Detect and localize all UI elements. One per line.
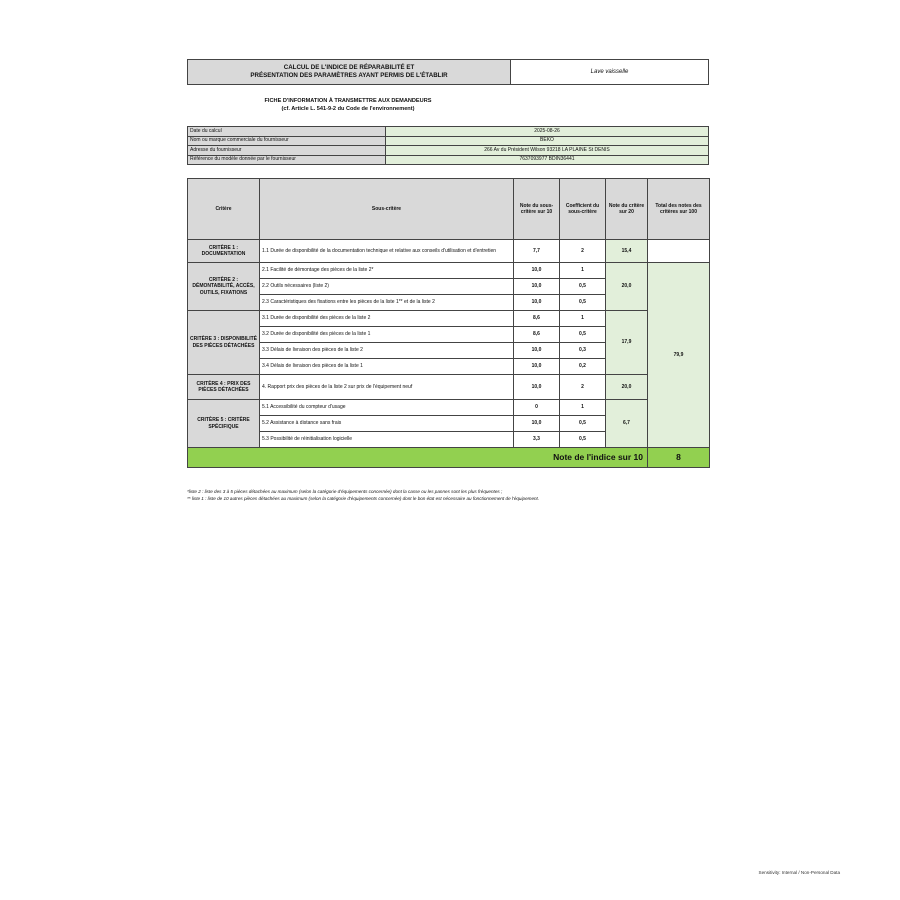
sub-criterion: 5.3 Possibilité de réinitialisation logicielle — [260, 432, 514, 448]
info-value: 7637093977 BDIN36441 — [386, 155, 709, 165]
sub-coef: 0,5 — [560, 327, 606, 343]
final-score-label: Note de l'indice sur 10 — [188, 448, 648, 468]
sub-criterion: 5.2 Assistance à distance sans frais — [260, 416, 514, 432]
sub-coef: 1 — [560, 263, 606, 279]
criterion-3-note20: 17,9 — [606, 311, 648, 375]
sub-criterion: 2.3 Caractéristiques des fixations entre les pièces de la liste 1** et de la liste 2 — [260, 295, 514, 311]
table-row — [188, 375, 710, 400]
criterion-4-name: CRITÈRE 4 : PRIX DES PIÈCES DÉTACHÉES — [188, 375, 260, 400]
info-row — [188, 146, 709, 156]
footnote-2: ** liste 1 : liste de 10 autres pièces détachées au maximum (selon la catégorie d'équipements concernée) dont le bon état est nécessaire au fonctionnement de l'équipement. — [187, 496, 540, 501]
sub-coef: 0,5 — [560, 279, 606, 295]
header-sous-critere: Sous-critère — [260, 179, 514, 240]
sub-criterion: 3.1 Durée de disponibilité des pièces de la liste 2 — [260, 311, 514, 327]
repairability-table — [187, 178, 710, 468]
sub-coef: 0,5 — [560, 432, 606, 448]
sub-criterion: 5.1 Accessibilité du compteur d'usage — [260, 400, 514, 416]
sub-coef: 2 — [560, 375, 606, 400]
criterion-3-name: CRITÈRE 3 : DISPONIBILITÉ DES PIÈCES DÉTACHÉES — [188, 311, 260, 375]
info-row — [188, 155, 709, 165]
table-row — [188, 400, 710, 416]
product-type: Lave vaisselle — [511, 59, 709, 85]
sub-note: 10,0 — [514, 295, 560, 311]
sub-coef: 0,3 — [560, 343, 606, 359]
header-critere: Critère — [188, 179, 260, 240]
total-spacer — [648, 240, 710, 263]
final-score-value: 8 — [648, 448, 710, 468]
sub-note: 10,0 — [514, 343, 560, 359]
sub-criterion: 2.1 Facilité de démontage des pièces de la liste 2* — [260, 263, 514, 279]
header-coef: Coefficient du sous-critère — [560, 179, 606, 240]
header-total: Total des notes des critères sur 100 — [648, 179, 710, 240]
sub-coef: 0,5 — [560, 295, 606, 311]
sub-note: 10,0 — [514, 263, 560, 279]
sub-coef: 0,5 — [560, 416, 606, 432]
sub-criterion: 3.2 Durée de disponibilité des pièces de la liste 1 — [260, 327, 514, 343]
footnote-1: *liste 2 : liste des 3 à 5 pièces détachées au maximum (selon la catégorie d'équipements concernée) dont la casse ou les pannes sont les plus fréquentes ; — [187, 489, 503, 494]
sub-coef: 1 — [560, 311, 606, 327]
criterion-5-note20: 6,7 — [606, 400, 648, 448]
fiche-line2: (cf. Article L. 541-9-2 du Code de l'environnement) — [281, 106, 415, 112]
header-note20: Note du critère sur 20 — [606, 179, 648, 240]
sensitivity-label: Sensitivity: Internal / Non-Personal Data — [758, 870, 840, 875]
sub-note: 3,3 — [514, 432, 560, 448]
info-label: Référence du modèle donnée par le fournisseur — [188, 155, 386, 165]
sub-criterion: 1.1 Durée de disponibilité de la documentation technique et relative aux conseils d'utilisation et d'entretien — [260, 240, 514, 263]
info-label: Adresse du fournisseur — [188, 146, 386, 156]
criterion-4-note20: 20,0 — [606, 375, 648, 400]
info-value: BEKO — [386, 136, 709, 146]
info-label: Date du calcul — [188, 127, 386, 137]
table-row — [188, 240, 710, 263]
info-row — [188, 136, 709, 146]
criterion-1-note20: 15,4 — [606, 240, 648, 263]
sub-coef: 2 — [560, 240, 606, 263]
criterion-2-note20: 20,0 — [606, 263, 648, 311]
sub-note: 7,7 — [514, 240, 560, 263]
fiche-line1: FICHE D'INFORMATION À TRANSMETTRE AUX DEMANDEURS — [264, 98, 432, 104]
report-title-line2: PRÉSENTATION DES PARAMÈTRES AYANT PERMIS DE L'ÉTABLIR — [250, 72, 448, 79]
report-title — [187, 59, 511, 85]
sub-coef: 1 — [560, 400, 606, 416]
sub-note: 10,0 — [514, 279, 560, 295]
info-value: 2025-08-26 — [386, 127, 709, 137]
info-row — [188, 127, 709, 137]
footnotes — [187, 488, 709, 502]
sub-note: 8,6 — [514, 311, 560, 327]
fiche-heading — [187, 97, 509, 113]
header-note10: Note du sous-critère sur 10 — [514, 179, 560, 240]
info-value: 266 Av du Président Wilson 93218 LA PLAINE St DENIS — [386, 146, 709, 156]
sub-coef: 0,2 — [560, 359, 606, 375]
criterion-5-name: CRITÈRE 5 : CRITÈRE SPÉCIFIQUE — [188, 400, 260, 448]
sub-criterion: 3.4 Délais de livraison des pièces de la liste 1 — [260, 359, 514, 375]
info-label: Nom ou marque commerciale du fournisseur — [188, 136, 386, 146]
sub-criterion: 2.2 Outils nécessaires (liste 2) — [260, 279, 514, 295]
table-header-row — [188, 179, 710, 240]
table-row — [188, 311, 710, 327]
sub-note: 0 — [514, 400, 560, 416]
table-row — [188, 263, 710, 279]
sub-criterion: 3.3 Délais de livraison des pièces de la liste 2 — [260, 343, 514, 359]
report-title-line1: CALCUL DE L'INDICE DE RÉPARABILITÉ ET — [283, 64, 415, 71]
final-score-row — [188, 448, 710, 468]
criterion-2-name: CRITÈRE 2 : DÉMONTABILITÉ, ACCÈS, OUTILS, FIXATIONS — [188, 263, 260, 311]
total-100: 79,9 — [648, 263, 710, 448]
sub-note: 10,0 — [514, 359, 560, 375]
sub-note: 10,0 — [514, 416, 560, 432]
sub-criterion: 4. Rapport prix des pièces de la liste 2 sur prix de l'équipement neuf — [260, 375, 514, 400]
supplier-info-table — [187, 126, 709, 165]
sub-note: 10,0 — [514, 375, 560, 400]
criterion-1-name: CRITÈRE 1 : DOCUMENTATION — [188, 240, 260, 263]
sub-note: 8,6 — [514, 327, 560, 343]
